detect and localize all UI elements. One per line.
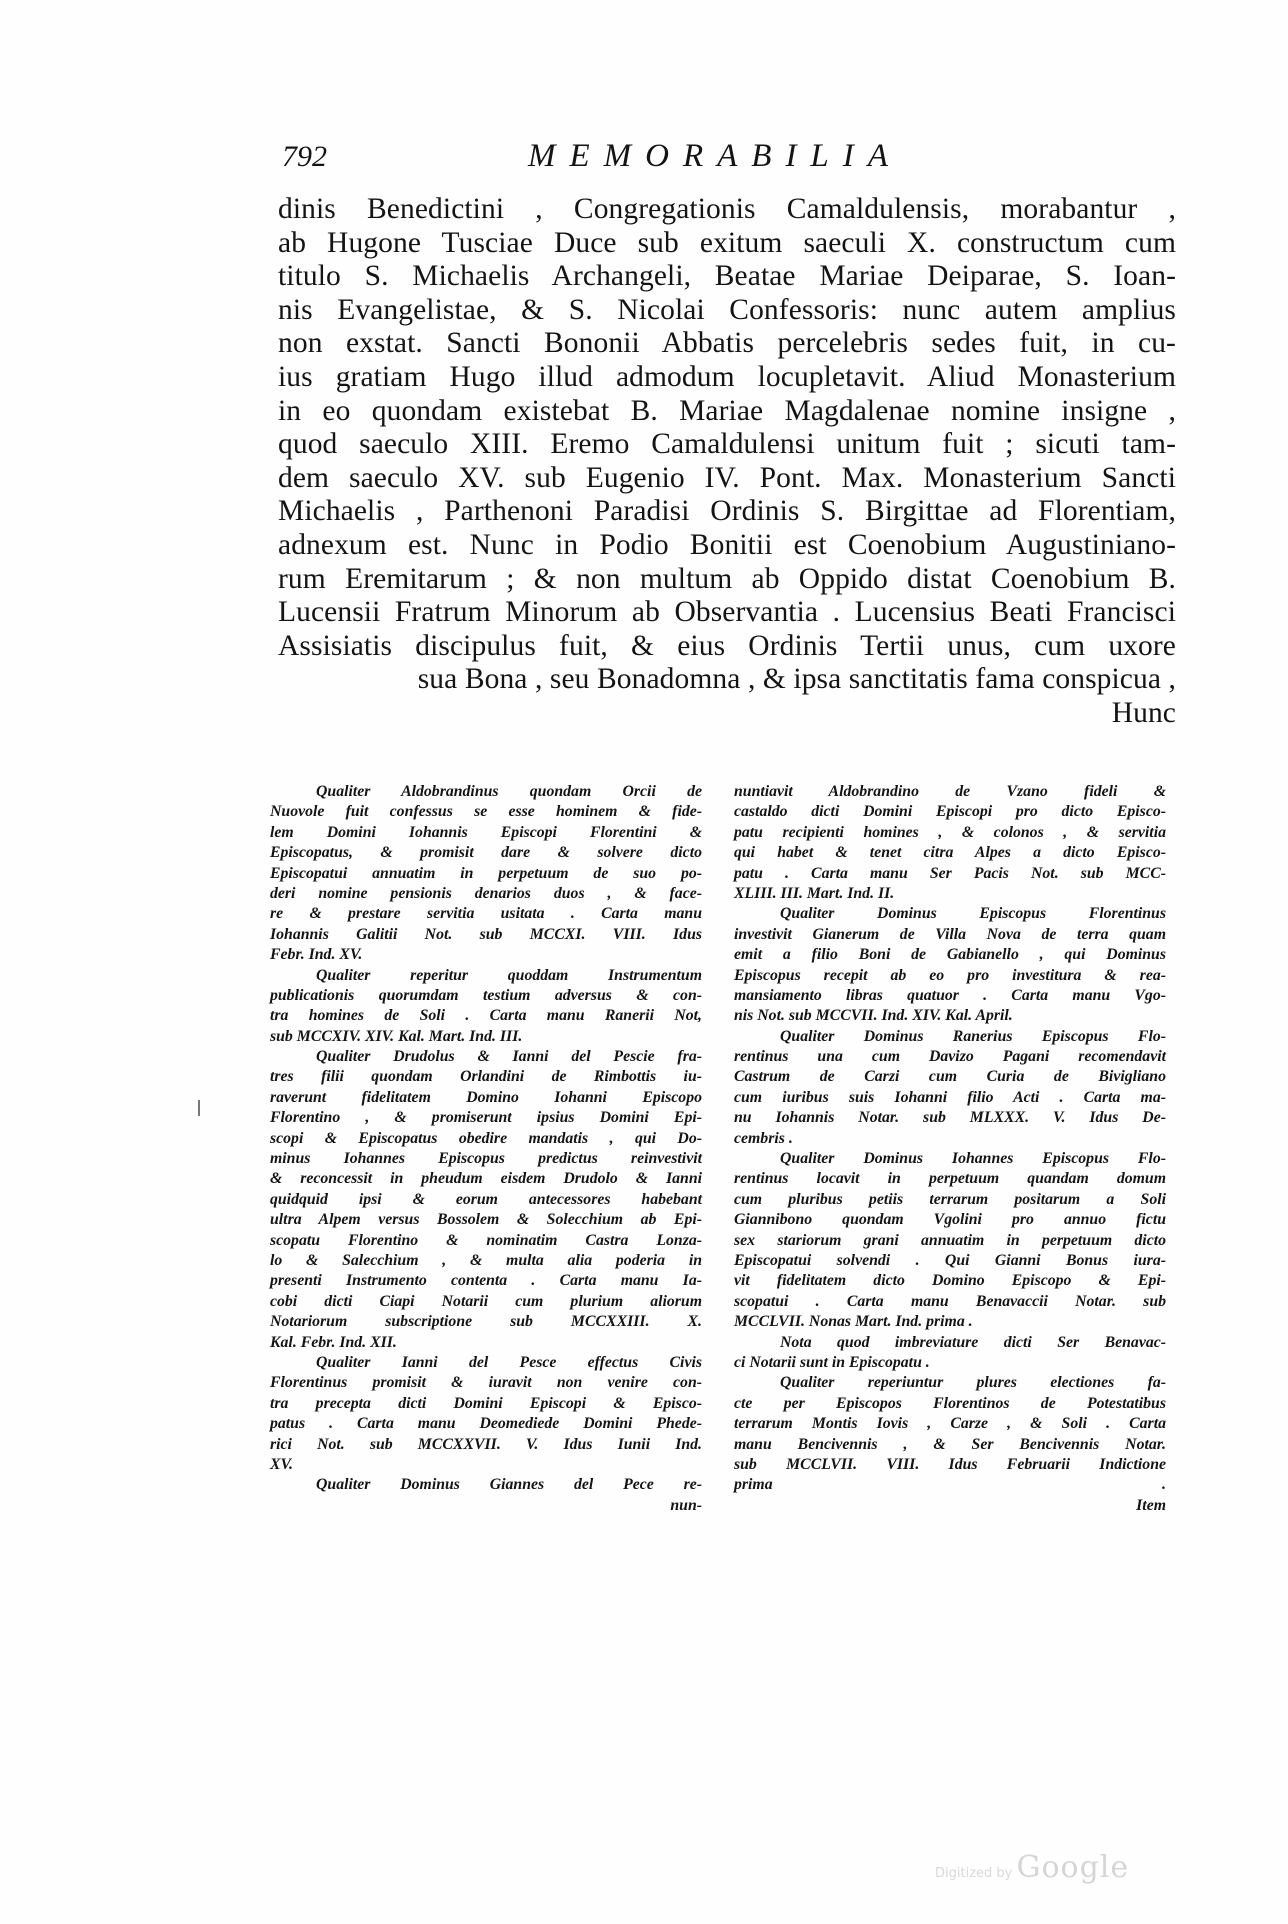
main-text-block [278,193,1176,731]
catchword: Hunc [1111,696,1176,729]
footnote-line: Castrum de Carzi cum Curia de Bivigliano [734,1068,1166,1086]
footnote-entry-start: Qualiter reperiuntur plures electiones fa- [780,1374,1166,1392]
footnote-line: Episcopatui annuatim in perpetuum de suo po- [270,864,702,882]
footnote-line: XV. [270,1455,293,1473]
footnote-line: nis Not. sub MCCVII. Ind. XIV. Kal. April. [734,1007,1013,1025]
footnote-line: ci Notarii sunt in Episcopatu . [734,1353,930,1371]
text-line: in eo quondam existebat B. Mariae Magdalenae nomine insigne , [278,394,1176,427]
footnote-line: nu Iohannis Notar. sub MLXXX. V. Idus De- [734,1109,1166,1127]
footnote-line: emit a filio Boni de Gabianello , qui Dominus [734,946,1166,964]
text-line: dem saeculo XV. sub Eugenio IV. Pont. Max. Monasterium Sancti [278,461,1176,494]
footnote-line: cte per Episcopos Florentinos de Potestatibus [734,1394,1166,1412]
footnote-line: XLIII. III. Mart. Ind. II. [734,884,895,902]
footnote-line: lem Domini Iohannis Episcopi Florentini & [270,823,702,841]
footnote-line: sub MCCLVII. VIII. Idus Februarii Indictione [734,1455,1166,1473]
footnote-line: Florentino , & promiserunt ipsius Domini Epi- [270,1109,702,1127]
footnote-line: presenti Instrumento contenta . Carta manu Ia- [270,1272,702,1290]
text-line: ius gratiam Hugo illud admodum locupletavit. Aliud Monasterium [278,360,1176,393]
footnote-column-right [734,782,1166,1516]
footnote-line: Nuovole fuit confessus se esse hominem & fide- [270,803,702,821]
text-line: adnexum est. Nunc in Podio Bonitii est Coenobium Augustiniano- [278,528,1176,561]
footnote-line: cobi dicti Ciapi Notarii cum plurium aliorum [270,1292,702,1310]
footnote-line: minus Iohannes Episcopus predictus reinvestivit [270,1150,702,1168]
catchword: nun- [670,1496,702,1514]
footnote-line: tra homines de Soli . Carta manu Ranerii Not, [270,1007,702,1025]
footnote-column-left [270,782,702,1516]
text-line: dinis Benedictini , Congregationis Camaldulensis, morabantur , [278,193,1176,225]
margin-mark [198,1100,200,1116]
text-line: nis Evangelistae, & S. Nicolai Confessoris: nunc autem amplius [278,293,1176,326]
footnote-line: cum pluribus petiis terrarum positarum a Soli [734,1190,1166,1208]
footnote-entry-start: Qualiter Dominus Iohannes Episcopus Flo- [780,1150,1166,1168]
footnote-entry-start: Qualiter Dominus Giannes del Pece re- [316,1476,702,1494]
footnote-line: nuntiavit Aldobrandino de Vzano fideli & [734,783,1166,800]
footnote-line: tres filii quondam Orlandini de Rimbottis iu- [270,1068,702,1086]
footnote-line: Florentinus promisit & iuravit non venire con- [270,1374,702,1392]
footnote-line: rentinus una cum Davizo Pagani recomendavit [734,1048,1166,1066]
footnote-line: investivit Gianerum de Villa Nova de terra quam [734,925,1166,943]
running-title: MEMORABILIA [528,138,902,174]
footnote-line: sex stariorum grani annuatim in perpetuum dicto [734,1231,1166,1249]
footnote-line: publicationis quorumdam testium adversus & con- [270,986,702,1004]
text-line: Assisiatis discipulus fuit, & eius Ordinis Tertii unus, cum uxore [278,629,1176,662]
footnote-line: Iohannis Galitii Not. sub MCCXI. VIII. Idus [270,925,702,943]
footnote-entry-start: Qualiter Dominus Episcopus Florentinus [780,905,1166,923]
footnote-line: castaldo dicti Domini Episcopi pro dicto Episco- [734,803,1166,821]
text-line: sua Bona , seu Bonadomna , & ipsa sanctitatis fama conspicua , [417,663,1176,696]
footnote-entry-start: Qualiter reperitur quoddam Instrumentum [316,966,702,984]
text-line: titulo S. Michaelis Archangeli, Beatae Mariae Deiparae, S. Ioan- [278,260,1176,293]
footnote-line: Febr. Ind. XV. [270,946,363,964]
footnote-line: patu recipienti homines , & colonos , & servitia [734,823,1166,841]
footnote-line: sub MCCXIV. XIV. Kal. Mart. Ind. III. [270,1027,523,1045]
footnote-line: manu Bencivennis , & Ser Bencivennis Notar. [734,1435,1166,1453]
footnote-line: re & prestare servitia usitata . Carta manu [270,905,702,923]
footnote-entry-start: Nota quod imbreviature dicti Ser Benavac- [780,1333,1166,1351]
footnote-line: mansiamento libras quatuor . Carta manu Vgo- [734,986,1166,1004]
footnote-line: ultra Alpem versus Bossolem & Solecchium ab Epi- [270,1211,702,1229]
footnote-line: qui habet & tenet citra Alpes a dicto Episco- [734,844,1166,862]
footnote-line: scopatui . Carta manu Benavaccii Notar. sub [734,1292,1166,1310]
footnote-line: lo & Salecchium , & multa alia poderia in [270,1251,702,1269]
running-head [282,140,1182,180]
footnote-line: Episcopatus, & promisit dare & solvere dicto [270,844,702,862]
page-number: 792 [282,140,327,173]
watermark-brand: Google [1016,1850,1130,1885]
footnote-line: cum iuribus suis Iohanni filio Acti . Carta ma- [734,1088,1166,1106]
footnote-line: & reconcessit in pheudum eisdem Drudolo & Ianni [270,1170,702,1188]
footnote-line: Episcopus recepit ab eo pro investitura & rea- [734,966,1166,984]
text-line: rum Eremitarum ; & non multum ab Oppido distat Coenobium B. [278,562,1176,595]
footnote-entry-start: Qualiter Aldobrandinus quondam Orcii de [316,783,702,800]
footnote-line: patus . Carta manu Deomediede Domini Phede- [270,1415,702,1433]
text-line: Lucensii Fratrum Minorum ab Observantia . Lucensius Beati Francisci [278,596,1176,629]
footnote-entry-start: Qualiter Ianni del Pesce effectus Civis [316,1353,702,1371]
text-line: ab Hugone Tusciae Duce sub exitum saeculi X. constructum cum [278,226,1176,259]
footnote-entry-start: Qualiter Drudolus & Ianni del Pescie fra- [316,1048,702,1066]
footnote-line: Giannibono quondam Vgolini pro annuo fictu [734,1211,1166,1229]
footnote-line: quidquid ipsi & eorum antecessores habebant [270,1190,702,1208]
text-line: quod saeculo XIII. Eremo Camaldulensi unitum fuit ; sicuti tam- [278,428,1176,461]
footnote-line: cembris . [734,1129,793,1147]
footnote-line: prima . [734,1476,1166,1494]
footnote-line: terrarum Montis Iovis , Carze , & Soli . Carta [734,1415,1166,1433]
footnote-line: rici Not. sub MCCXXVII. V. Idus Iunii Ind. [270,1435,702,1453]
digitization-watermark [935,1850,1129,1885]
catchword: Item [1136,1496,1166,1514]
watermark-prefix: Digitized by [935,1866,1013,1881]
text-line: non exstat. Sancti Bononii Abbatis percelebris sedes fuit, in cu- [278,327,1176,360]
footnote-line: MCCLVII. Nonas Mart. Ind. prima . [734,1313,973,1331]
footnote-entry-start: Qualiter Dominus Ranerius Episcopus Flo- [780,1027,1166,1045]
footnote-line: deri nomine pensionis denarios duos , & face- [270,884,702,902]
footnote-line: scopatu Florentino & nominatim Castra Lonza- [270,1231,702,1249]
footnote-line: tra precepta dicti Domini Episcopi & Episco- [270,1394,702,1412]
footnote-line: raverunt fidelitatem Domino Iohanni Episcopo [270,1088,702,1106]
text-line: Michaelis , Parthenoni Paradisi Ordinis S. Birgittae ad Florentiam, [278,495,1176,528]
footnote-line: Kal. Febr. Ind. XII. [270,1333,397,1351]
footnote-line: vit fidelitatem dicto Domino Episcopo & Epi- [734,1272,1166,1290]
footnote-line: patu . Carta manu Ser Pacis Not. sub MCC- [734,864,1166,882]
footnote-line: Notariorum subscriptione sub MCCXXIII. X. [270,1313,702,1331]
footnote-line: rentinus locavit in perpetuum quandam domum [734,1170,1166,1188]
footnote-line: Episcopatui solvendi . Qui Gianni Bonus iura- [734,1251,1166,1269]
footnote-line: scopi & Episcopatus obedire mandatis , qui Do- [270,1129,702,1147]
